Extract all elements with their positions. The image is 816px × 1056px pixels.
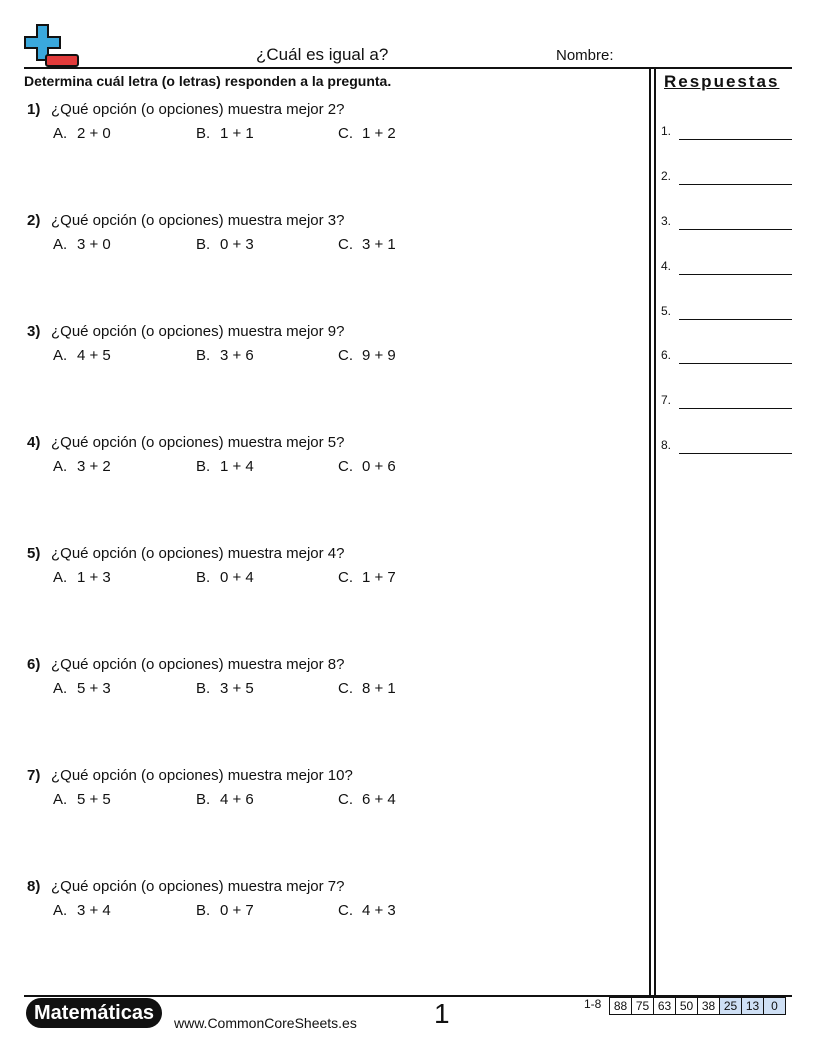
question-text: ¿Qué opción (o opciones) muestra mejor 4? <box>51 545 345 562</box>
option-b: B. 0 + 3 <box>196 236 254 253</box>
answer-number: 3. <box>661 214 672 228</box>
question-text: ¿Qué opción (o opciones) muestra mejor 5? <box>51 434 345 451</box>
answer-row[interactable] <box>661 438 793 458</box>
answer-line[interactable] <box>679 453 792 454</box>
option-a: A. 2 + 0 <box>53 125 111 142</box>
question-text: ¿Qué opción (o opciones) muestra mejor 10? <box>51 767 353 784</box>
answer-line[interactable] <box>679 184 792 185</box>
score-cell: 63 <box>654 998 676 1014</box>
question-number: 2) <box>27 212 41 229</box>
plus-minus-logo-icon <box>24 24 80 68</box>
worksheet-title: ¿Cuál es igual a? <box>256 45 389 64</box>
question-2 <box>27 212 627 272</box>
score-range-label: 1-8 <box>584 997 602 1011</box>
option-b: B. 1 + 1 <box>196 125 254 142</box>
option-a: A. 3 + 0 <box>53 236 111 253</box>
answer-number: 5. <box>661 304 672 318</box>
score-cell: 50 <box>676 998 698 1014</box>
answer-line[interactable] <box>679 363 792 364</box>
question-text: ¿Qué opción (o opciones) muestra mejor 9? <box>51 323 345 340</box>
score-cell: 75 <box>632 998 654 1014</box>
answer-number: 6. <box>661 348 672 362</box>
option-c: C. 4 + 3 <box>338 902 396 919</box>
option-a: A. 3 + 4 <box>53 902 111 919</box>
question-number: 1) <box>27 101 41 118</box>
option-c: C. 1 + 7 <box>338 569 396 586</box>
question-4 <box>27 434 627 494</box>
instructions: Determina cuál letra (o letras) responden a la pregunta. <box>24 73 392 89</box>
option-a: A. 4 + 5 <box>53 347 111 364</box>
option-c: C. 8 + 1 <box>338 680 396 697</box>
answer-line[interactable] <box>679 408 792 409</box>
answer-number: 7. <box>661 393 672 407</box>
option-c: C. 9 + 9 <box>338 347 396 364</box>
brand-badge: Matemáticas <box>26 998 162 1028</box>
score-cell: 25 <box>720 998 742 1014</box>
question-number: 5) <box>27 545 41 562</box>
answer-number: 8. <box>661 438 672 452</box>
option-b: B. 1 + 4 <box>196 458 254 475</box>
header-rule <box>24 67 792 69</box>
question-8 <box>27 878 627 938</box>
question-1 <box>27 101 627 161</box>
option-a: A. 5 + 3 <box>53 680 111 697</box>
answer-line[interactable] <box>679 319 792 320</box>
question-5 <box>27 545 627 605</box>
name-label: Nombre: <box>556 47 614 64</box>
answer-number: 1. <box>661 124 672 138</box>
answer-number: 4. <box>661 259 672 273</box>
question-number: 4) <box>27 434 41 451</box>
option-b: B. 3 + 5 <box>196 680 254 697</box>
question-3 <box>27 323 627 383</box>
answer-number: 2. <box>661 169 672 183</box>
answer-line[interactable] <box>679 274 792 275</box>
option-b: B. 0 + 4 <box>196 569 254 586</box>
option-b: B. 0 + 7 <box>196 902 254 919</box>
answer-line[interactable] <box>679 229 792 230</box>
answer-row[interactable] <box>661 124 793 144</box>
answer-row[interactable] <box>661 169 793 189</box>
option-c: C. 6 + 4 <box>338 791 396 808</box>
answers-title: Respuestas <box>664 72 780 91</box>
question-text: ¿Qué opción (o opciones) muestra mejor 3? <box>51 212 345 229</box>
option-b: B. 3 + 6 <box>196 347 254 364</box>
column-divider <box>649 69 651 995</box>
option-a: A. 3 + 2 <box>53 458 111 475</box>
answer-row[interactable] <box>661 304 793 324</box>
option-a: A. 5 + 5 <box>53 791 111 808</box>
option-b: B. 4 + 6 <box>196 791 254 808</box>
score-cell: 13 <box>742 998 764 1014</box>
option-a: A. 1 + 3 <box>53 569 111 586</box>
question-number: 3) <box>27 323 41 340</box>
page-number: 1 <box>434 998 450 1029</box>
question-number: 8) <box>27 878 41 895</box>
question-number: 7) <box>27 767 41 784</box>
question-text: ¿Qué opción (o opciones) muestra mejor 7? <box>51 878 345 895</box>
site-url[interactable]: www.CommonCoreSheets.es <box>174 1015 357 1031</box>
answer-row[interactable] <box>661 214 793 234</box>
answer-line[interactable] <box>679 139 792 140</box>
score-cell: 38 <box>698 998 720 1014</box>
question-number: 6) <box>27 656 41 673</box>
question-text: ¿Qué opción (o opciones) muestra mejor 8? <box>51 656 345 673</box>
answer-row[interactable] <box>661 348 793 368</box>
answer-row[interactable] <box>661 393 793 413</box>
score-cell: 88 <box>610 998 632 1014</box>
question-6 <box>27 656 627 716</box>
question-text: ¿Qué opción (o opciones) muestra mejor 2? <box>51 101 345 118</box>
option-c: C. 3 + 1 <box>338 236 396 253</box>
answer-row[interactable] <box>661 259 793 279</box>
option-c: C. 1 + 2 <box>338 125 396 142</box>
option-c: C. 0 + 6 <box>338 458 396 475</box>
question-7 <box>27 767 627 827</box>
column-divider <box>654 69 656 995</box>
score-cell: 0 <box>764 998 785 1014</box>
score-table <box>609 997 786 1015</box>
